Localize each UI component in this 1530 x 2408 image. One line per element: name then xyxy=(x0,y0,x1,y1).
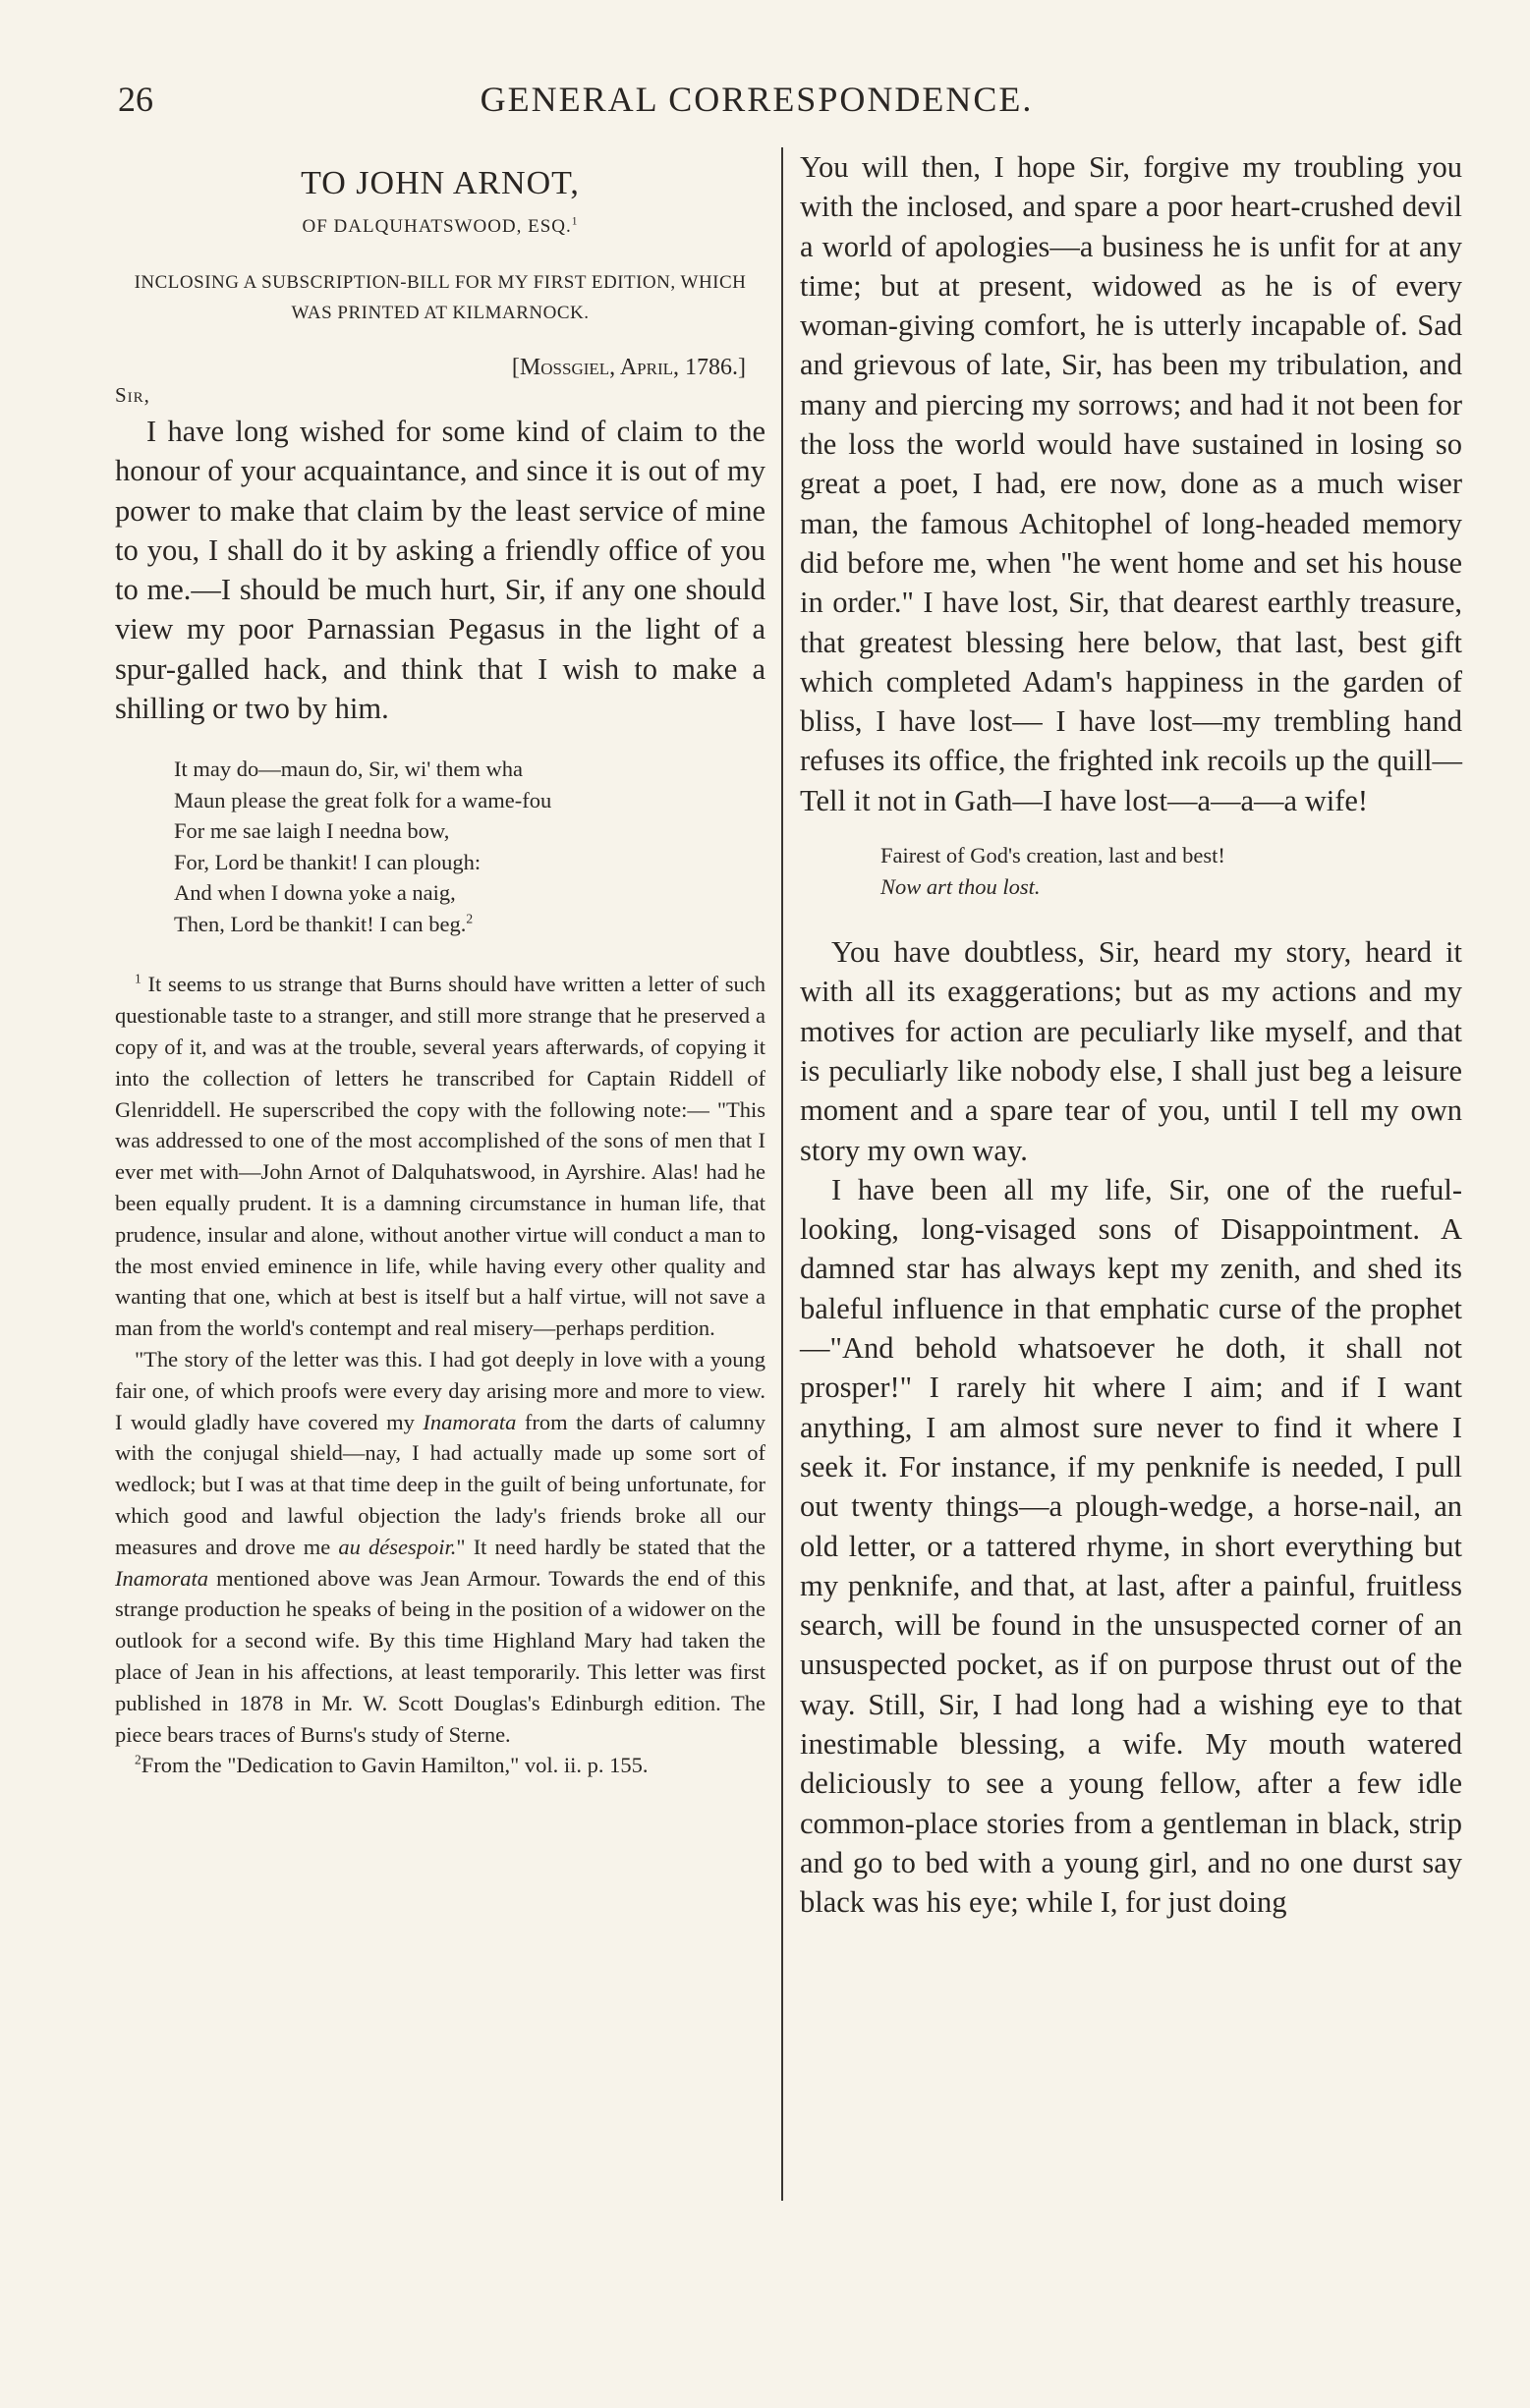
footnote-2: $^2$From the "Dedication to Gavin Hamilton," vol. ii. p. 155. xyxy=(135,1752,649,1778)
footnote-1: $^1$ It seems to us strange that Burns should have written a letter of such questionable taste to a stranger, and still more strange that he preserved a copy of it, and was at the trouble, several years afterwards, of copying it into the collection of letters he transcribed for Captain Riddell of Glenriddell. He superscribed the copy with the following note:— "This was addressed to one of the most accomplished of the sons of men that I ever met with—John Arnot of Dalquhatswood, in Ayrshire. Alas! had he been equally prudent. It is a damning circumstance in human life, that prudence, insular and alone, without another virtue will conduct a man to the most envied eminence in life, while having every other quality and wanting that one, which at best is itself but a half virtue, will not save a man from the world's contempt and real misery—perhaps perdition. xyxy=(115,971,765,1341)
verse-line: For me sae laigh I needna bow, xyxy=(174,818,450,844)
quote-line: Now art thou lost. xyxy=(880,874,1041,900)
dateline: [Mossgiel, April, 1786.] xyxy=(511,355,746,380)
letter-title: TO JOHN ARNOT, xyxy=(301,165,580,201)
enclosing-note: INCLOSING A SUBSCRIPTION-BILL FOR MY FIRST EDITION, WHICH WAS PRINTED AT KILMARNOCK. xyxy=(134,272,747,323)
right-paragraph-1: You will then, I hope Sir, forgive my troubling you with the inclosed, and spare a poor heart-crushed devil a world of apologies—a business he is unfit for at any time; but at present, widowed as he is of every woman-giving comfort, he is utterly incapable of. Sad and grievous of late, Sir, has been my tribulation, and many and piercing my sorrows; and had it not been for the loss the world would have sustained in losing so great a poet, I had, ere now, done as a much wiser man, the famous Achitophel of long-headed memory did before me, when "he went home and set his house in order." I have lost, Sir, that dearest earthly treasure, that greatest blessing here below, that last, best gift which completed Adam's happiness in the garden of bliss, I have lost— I have lost—my trembling hand refuses its office, the frighted ink recoils up the quill— Tell it not in Gath—I have lost—a—a—a wife! xyxy=(800,150,1462,817)
verse-line: Then, Lord be thankit! I can beg.$^2$ xyxy=(174,911,474,936)
right-paragraph-3: I have been all my life, Sir, one of the rueful-looking, long-visaged sons of Disappointment. A damned star has always kept my zenith, and shed its baleful influence in that emphatic curse of the prophet—"And behold whatsoever he doth, it shall not prosper!" I rarely hit where I aim; and if I want anything, I am almost sure never to find it where I seek it. For instance, if my penknife is needed, I pull out twenty things—a plough-wedge, a horse-nail, an old letter, or a tattered rhyme, in short everything but my penknife, and that, at last, after a painful, fruitless search, will be found in the unsuspected corner of an unsuspected pocket, as if on purpose thrust out of the way. Still, Sir, I had long had a wishing eye to that inestimable blessing, a wife. My mouth watered deliciously to see a young fellow, after a few idle common-place stories from a gentleman in black, strip and go to bed with a young girl, and no one durst say black was his eye; while I, for just doing xyxy=(800,1172,1462,1920)
footnote-ref-1: 1 xyxy=(571,215,579,228)
footnotes xyxy=(115,969,765,1781)
milton-quotation xyxy=(880,840,1462,903)
right-paragraph-2: You have doubtless, Sir, heard my story, heard it with all its exaggerations; but as my actions and my motives for action are peculiarly like myself, and that is peculiarly like nobody else, I shall just beg a leisure moment and a spare tear of you, until I tell my own story my own way. xyxy=(800,935,1462,1167)
running-title: GENERAL CORRESPONDENCE. xyxy=(480,80,1034,119)
salutation: Sir, xyxy=(115,383,150,407)
footnote-ref-2: 2 xyxy=(466,911,474,926)
verse-line: For, Lord be thankit! I can plough: xyxy=(174,849,482,874)
verse-line: And when I downa yoke a naig, xyxy=(174,880,456,906)
letter-addressee: OF DALQUHATSWOOD, ESQ.$^1$ xyxy=(302,215,579,237)
page-number: 26 xyxy=(118,80,153,119)
page-header xyxy=(118,79,1395,128)
verse-line: It may do—maun do, Sir, wi' them wha xyxy=(174,756,523,782)
footnote-1-continued: "The story of the letter was this. I had got deeply in love with a young fair one, of which proofs were every day arising more and more to view. I would gladly have covered my Inamorata from the darts of calumny with the conjugal shield—nay, I had actually made up some sort of wedlock; but I was at that time deep in the guilt of being unfortunate, for which good and lawful objection the lady's friends broke all our measures and drove me au désespoir." It need hardly be stated that the Inamorata mentioned above was Jean Armour. Towards the end of this strange production he speaks of being in the position of a widower on the outlook for a second wife. By this time Highland Mary had taken the place of Jean in his affections, at least temporarily. This letter was first published in 1878 in Mr. W. Scott Douglas's Edinburgh edition. The piece bears traces of Burns's study of Sterne. xyxy=(115,1346,766,1747)
verse-line: Maun please the great folk for a wame-fou xyxy=(174,787,552,812)
quote-line: Fairest of God's creation, last and best! xyxy=(880,843,1225,868)
verse-quotation xyxy=(174,754,765,939)
right-column xyxy=(800,147,1462,1922)
left-column xyxy=(115,165,765,1781)
column-divider xyxy=(781,147,783,2201)
letter-paragraph-1: I have long wished for some kind of claim to the honour of your acquaintance, and since it is out of my power to make that claim by the least service of mine to you, I shall do it by asking a friendly office of you to me.—I should be much hurt, Sir, if any one should view my poor Parnassian Pegasus in the light of a spur-galled hack, and think that I wish to make a shilling or two by him. xyxy=(115,415,765,726)
